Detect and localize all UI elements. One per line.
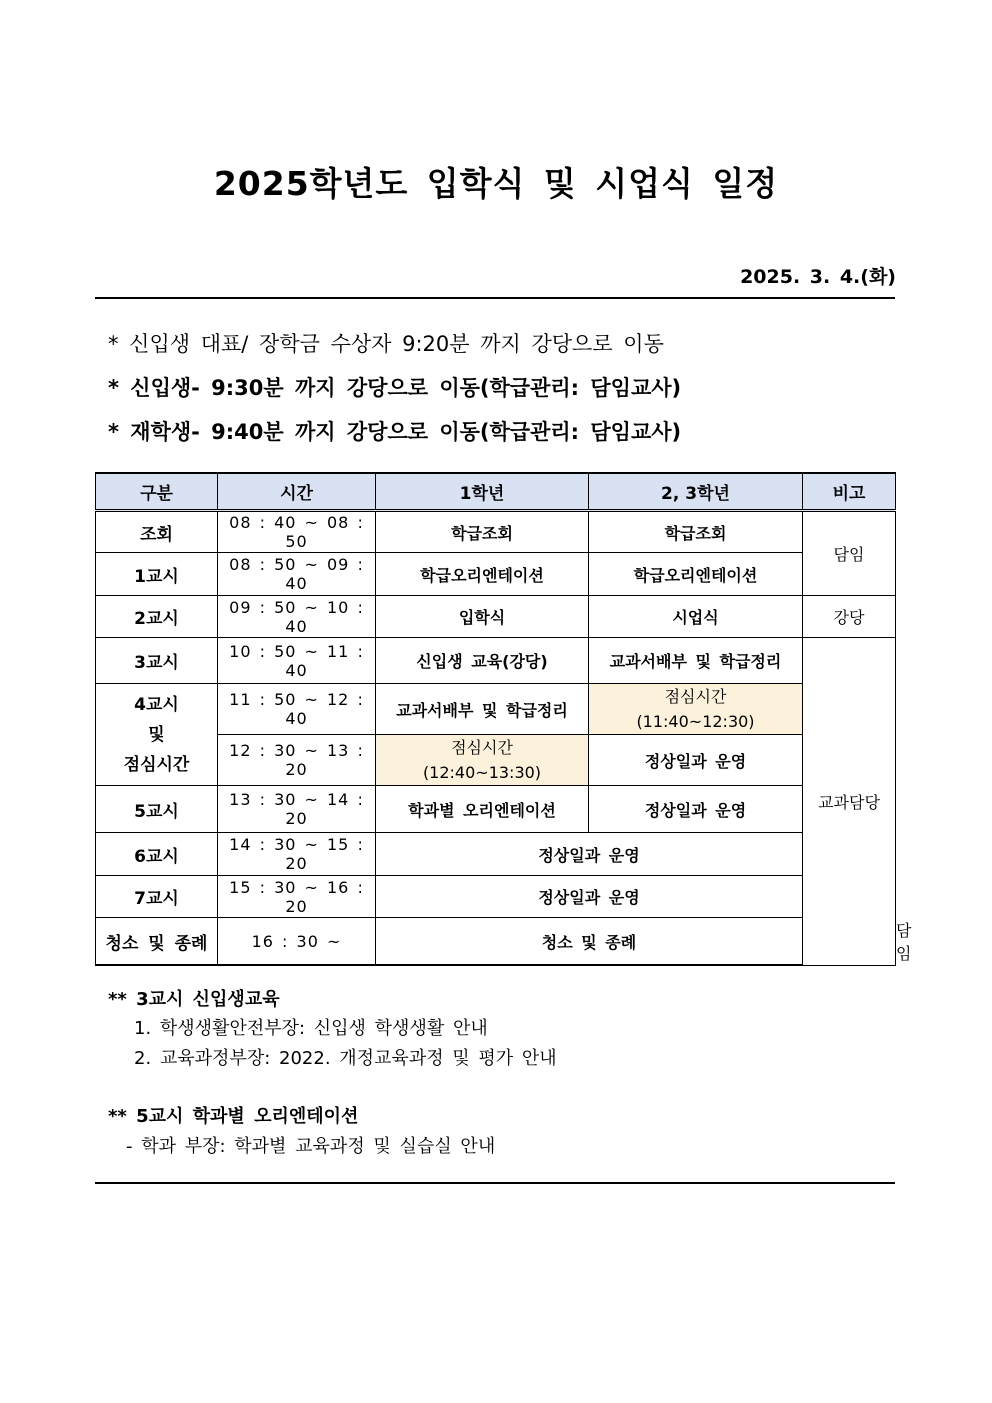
footnote-item: - 학과 부장: 학과별 교육과정 및 실습실 안내 xyxy=(126,1136,496,1157)
lunch-range: (12:40~13:30) xyxy=(422,763,542,782)
grade-1-cell: 학급오리엔테이션 xyxy=(376,553,589,596)
header-category: 구분 xyxy=(96,473,218,511)
merged-activity-cell: 정상일과 운영 xyxy=(376,833,803,876)
footnote-section-title: ** 5교시 학과별 오리엔테이션 xyxy=(108,1106,359,1127)
time-cell: 12 : 30 ~ 13 : 20 xyxy=(218,735,376,786)
schedule-table xyxy=(95,472,912,966)
period-cell: 7교시 xyxy=(96,876,218,918)
note-representative: * 신입생 대표/ 장학금 수상자 9:20분 까지 강당으로 이동 xyxy=(108,332,664,356)
grade-1-cell: 입학식 xyxy=(376,596,589,638)
grade-2-3-cell: 학급조회 xyxy=(589,511,803,553)
table-row xyxy=(96,638,896,684)
header-time: 시간 xyxy=(218,473,376,511)
grade-1-cell: 신입생 교육(강당) xyxy=(376,638,589,684)
table-row: 청소 및 종례 16 : 30 ~ 청소 및 종례 담임 xyxy=(96,918,896,966)
period-cell: 조회 xyxy=(96,511,218,553)
period-line: 4교시 xyxy=(134,694,179,715)
memo-cell: 강당 xyxy=(803,596,896,638)
table-row xyxy=(96,596,896,638)
footnote-section-title: ** 3교시 신입생교육 xyxy=(108,989,280,1010)
grade-1-cell: 학급조회 xyxy=(376,511,589,553)
time-cell: 15 : 30 ~ 16 : 20 xyxy=(218,876,376,918)
period-line: 점심시간 xyxy=(123,754,190,775)
grade-2-3-cell: 정상일과 운영 xyxy=(589,735,803,786)
footnote-item: 1. 학생생활안전부장: 신입생 학생생활 안내 xyxy=(134,1018,488,1039)
footnote-item: 2. 교육과정부장: 2022. 개정교육과정 및 평가 안내 xyxy=(134,1048,557,1069)
table-row xyxy=(96,876,896,918)
header-grade-1: 1학년 xyxy=(376,473,589,511)
grade-2-3-cell: 교과서배부 및 학급정리 xyxy=(589,638,803,684)
grade-2-3-cell: 학급오리엔테이션 xyxy=(589,553,803,596)
lunch-time-cell xyxy=(589,684,803,735)
time-cell: 08 : 40 ~ 08 : 50 xyxy=(218,511,376,553)
lunch-label: 점심시간 xyxy=(451,738,513,757)
period-cell: 6교시 xyxy=(96,833,218,876)
top-divider xyxy=(95,297,895,299)
period-cell xyxy=(96,684,218,786)
period-line: 및 xyxy=(148,724,165,745)
time-cell: 09 : 50 ~ 10 : 40 xyxy=(218,596,376,638)
time-cell: 08 : 50 ~ 09 : 40 xyxy=(218,553,376,596)
lunch-label: 점심시간 xyxy=(664,687,727,706)
period-cell: 청소 및 종례 xyxy=(96,918,218,966)
lunch-time-cell xyxy=(376,735,589,786)
memo-cell: 담임 xyxy=(803,511,896,596)
document-title: 2025학년도 입학식 및 시업식 일정 xyxy=(213,164,779,203)
merged-activity-cell: 청소 및 종례 xyxy=(376,918,803,966)
header-memo: 비고 xyxy=(803,473,896,511)
lunch-range: (11:40~12:30) xyxy=(636,712,755,731)
period-cell: 1교시 xyxy=(96,553,218,596)
bottom-divider xyxy=(95,1182,895,1184)
document-date: 2025. 3. 4.(화) xyxy=(740,266,896,288)
table-row xyxy=(96,553,896,596)
table-row xyxy=(96,511,896,553)
period-cell: 3교시 xyxy=(96,638,218,684)
grade-2-3-cell: 정상일과 운영 xyxy=(589,786,803,833)
table-row xyxy=(96,684,896,735)
grade-2-3-cell: 시업식 xyxy=(589,596,803,638)
time-cell: 16 : 30 ~ xyxy=(218,918,376,966)
memo-cell: 교과담당 xyxy=(803,638,896,966)
table-row xyxy=(96,833,896,876)
time-cell: 11 : 50 ~ 12 : 40 xyxy=(218,684,376,735)
note-freshmen: * 신입생- 9:30분 까지 강당으로 이동(학급관리: 담임교사) xyxy=(108,376,682,400)
time-cell: 10 : 50 ~ 11 : 40 xyxy=(218,638,376,684)
header-grade-2-3: 2, 3학년 xyxy=(589,473,803,511)
note-returning-students: * 재학생- 9:40분 까지 강당으로 이동(학급관리: 담임교사) xyxy=(108,420,682,444)
time-cell: 13 : 30 ~ 14 : 20 xyxy=(218,786,376,833)
grade-1-cell: 학과별 오리엔테이션 xyxy=(376,786,589,833)
table-header-row xyxy=(96,473,896,511)
grade-1-cell: 교과서배부 및 학급정리 xyxy=(376,684,589,735)
period-cell: 5교시 xyxy=(96,786,218,833)
merged-activity-cell: 정상일과 운영 xyxy=(376,876,803,918)
period-cell: 2교시 xyxy=(96,596,218,638)
table-row xyxy=(96,786,896,833)
time-cell: 14 : 30 ~ 15 : 20 xyxy=(218,833,376,876)
